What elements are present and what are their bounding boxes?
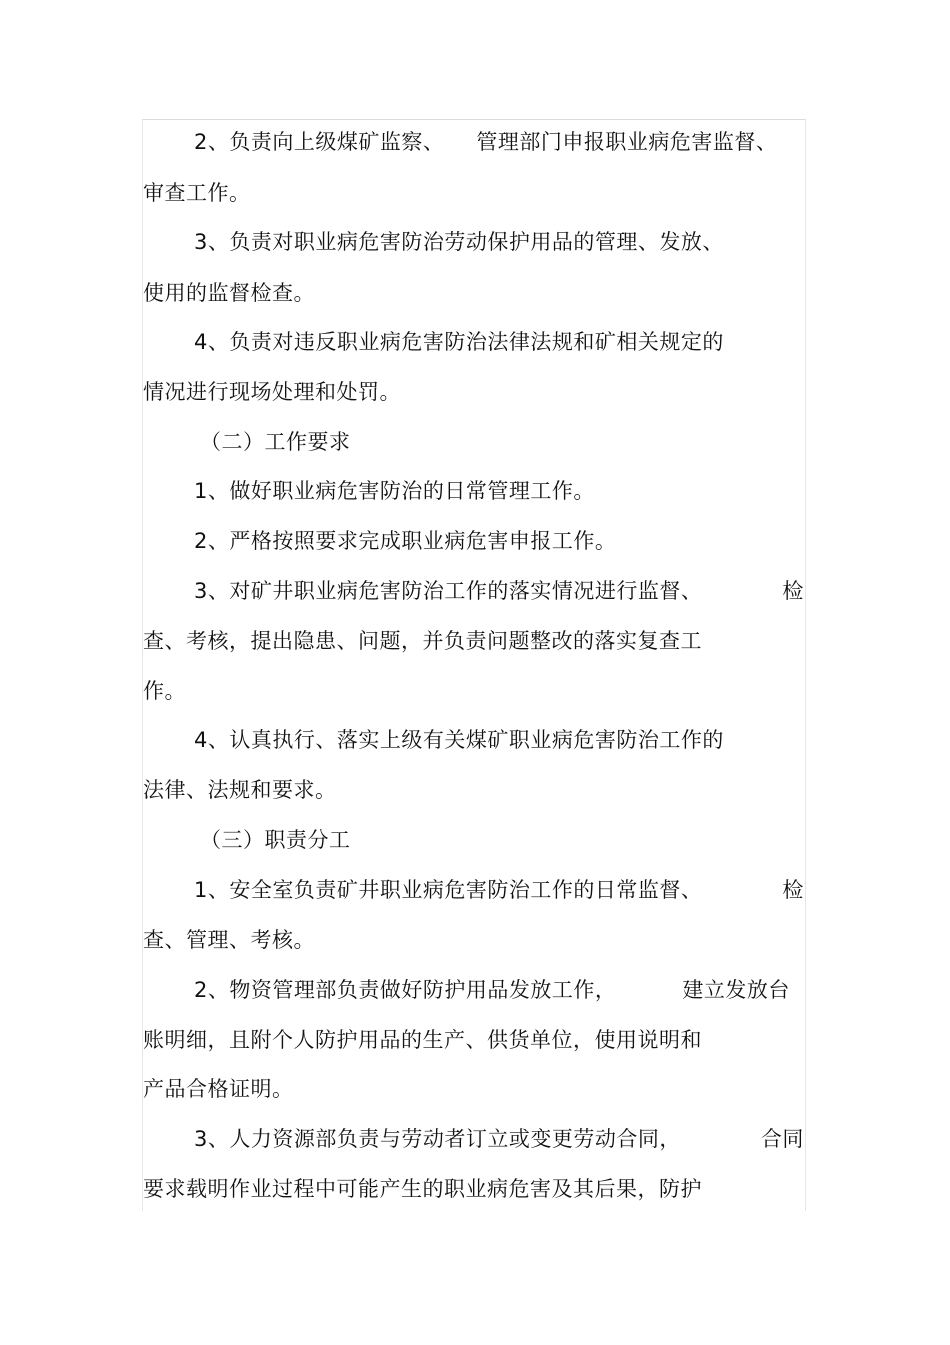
text-segment: 管理部门申报职业病危害监督、 [476,130,778,154]
text-line [143,926,315,954]
text-line [194,477,595,505]
text-segment: （二）工作要求 [200,430,351,454]
text-segment: 3、负责对职业病危害防治劳动保护用品的管理、发放、 [194,230,724,254]
text-line [143,776,337,804]
text-line [143,1175,702,1203]
text-line [143,179,251,207]
text-line [194,527,616,555]
text-segment: 4、负责对违反职业病危害防治法律法规和矿相关规定的 [194,330,724,354]
text-segment: 作。 [143,679,186,703]
text-segment: 账明细，且附个人防护用品的生产、供货单位，使用说明和 [143,1028,702,1052]
text-line [194,128,777,156]
text-segment: 3、对矿井职业病危害防治工作的落实情况进行监督、 [194,579,703,603]
text-segment: 3、人力资源部负责与劳动者订立或变更劳动合同， [194,1127,681,1151]
text-line [143,677,186,705]
text-segment: 查、管理、考核。 [143,928,315,952]
text-line [194,228,724,256]
text-line [143,1075,294,1103]
text-segment: 2、物资管理部负责做好防护用品发放工作， [194,978,617,1002]
text-segment: 合同 [760,1127,804,1151]
text-segment: 使用的监督检查。 [143,281,315,305]
section-heading [200,428,351,456]
text-segment: 检 [782,878,804,902]
text-segment: 查、考核，提出隐患、问题，并负责问题整改的落实复查工 [143,629,702,653]
section-heading [200,826,351,854]
text-segment: 2、严格按照要求完成职业病危害申报工作。 [194,529,617,553]
text-line [194,577,804,605]
text-line [143,279,315,307]
text-line [143,1026,702,1054]
text-segment: 建立发放台 [682,978,790,1002]
text-segment: 审查工作。 [143,181,251,205]
text-line [194,876,804,904]
text-segment: 1、安全室负责矿井职业病危害防治工作的日常监督、 [194,878,703,902]
text-segment: 要求载明作业过程中可能产生的职业病危害及其后果，防护 [143,1177,702,1201]
text-segment: 检 [782,579,804,603]
text-line [194,976,790,1004]
text-segment: （三）职责分工 [200,828,351,852]
text-segment: 4、认真执行、落实上级有关煤矿职业病危害防治工作的 [194,728,724,752]
text-line [194,726,724,754]
text-line [194,328,724,356]
text-segment: 2、负责向上级煤矿监察、 [194,130,445,154]
text-line [143,627,702,655]
text-segment: 1、做好职业病危害防治的日常管理工作。 [194,479,595,503]
text-line [143,378,401,406]
text-segment: 产品合格证明。 [143,1077,294,1101]
text-segment: 情况进行现场处理和处罚。 [143,380,401,404]
text-segment: 法律、法规和要求。 [143,778,337,802]
text-line [194,1125,804,1153]
